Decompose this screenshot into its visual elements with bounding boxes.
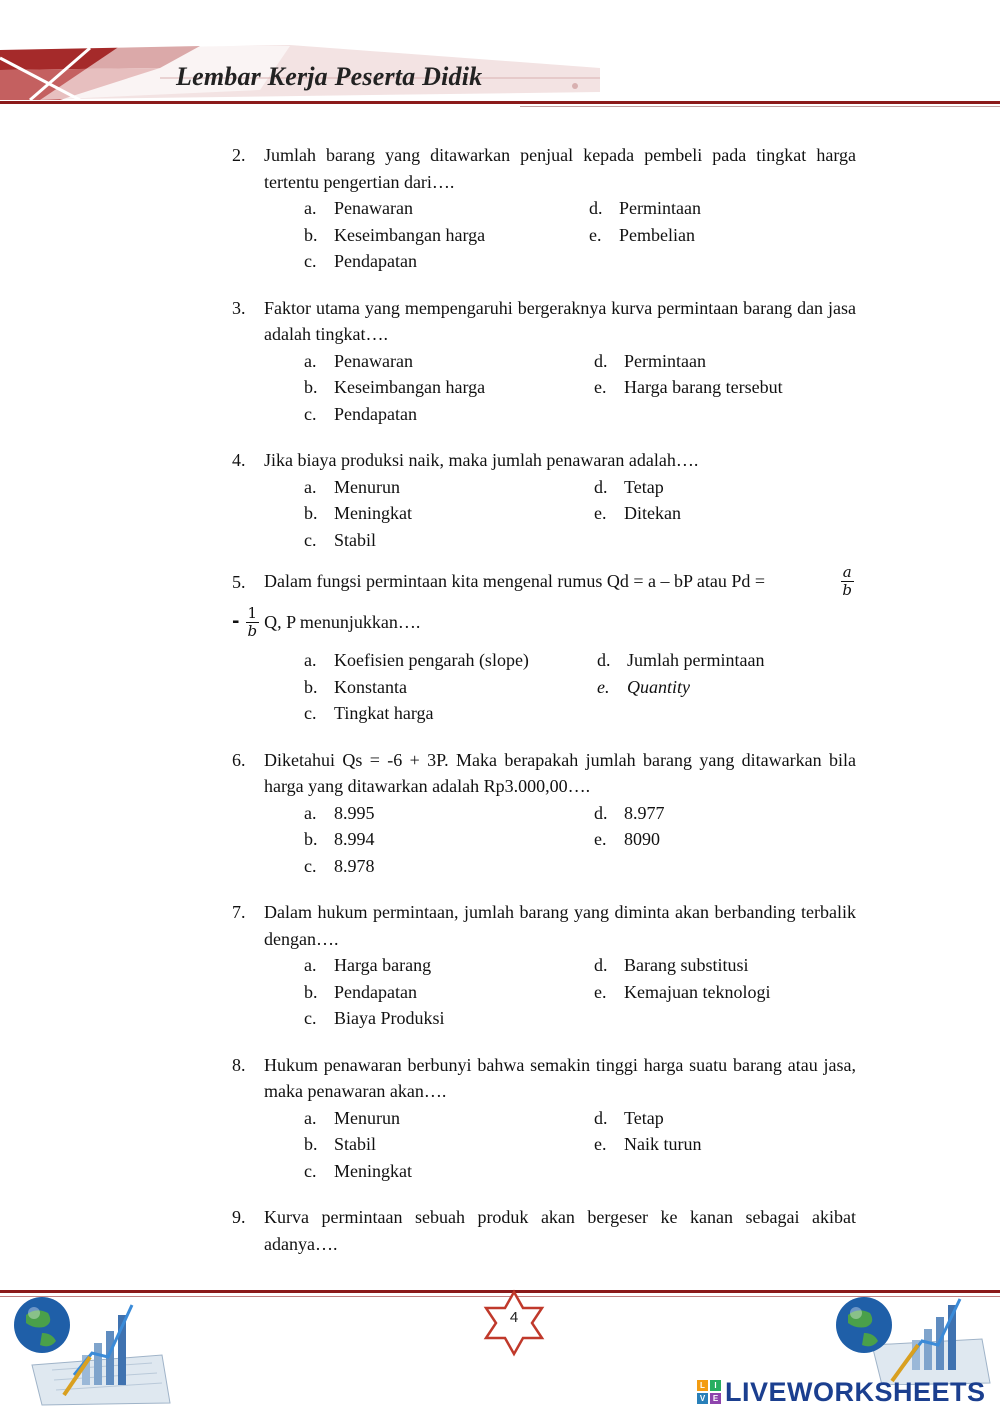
- option-e[interactable]: e. Harga barang tersebut: [594, 377, 783, 397]
- option-a[interactable]: a. 8.995: [304, 802, 375, 823]
- question-number: 6.: [232, 749, 246, 770]
- option-b[interactable]: b. Stabil: [304, 1134, 377, 1154]
- question-8: [232, 1052, 856, 1185]
- question-5: [232, 561, 856, 727]
- option-e[interactable]: e. Quantity: [597, 676, 690, 697]
- option-e[interactable]: e. Pembelian: [589, 224, 695, 245]
- question-number: 7.: [232, 902, 246, 922]
- formula-fraction-1-over-b: $\frac{1}{b}$: [247, 603, 258, 640]
- option-c[interactable]: c. Pendapatan: [304, 403, 417, 424]
- option-d[interactable]: d. 8.977: [594, 802, 665, 823]
- question-6: [232, 747, 856, 880]
- page-number: 4: [509, 1309, 519, 1326]
- answer-options: [304, 647, 856, 727]
- question-3: [232, 295, 856, 428]
- question-number: 5.: [232, 572, 246, 592]
- answer-options: [304, 952, 856, 1032]
- option-c[interactable]: c. Biaya Produksi: [304, 1008, 445, 1028]
- header-divider: [0, 101, 1000, 104]
- option-a[interactable]: a. Menurun: [304, 1107, 400, 1128]
- question-7: [232, 899, 856, 1032]
- header-divider-thin: [520, 106, 1000, 107]
- option-a[interactable]: a. Koefisien pengarah (slope): [304, 650, 529, 670]
- answer-options: [304, 1105, 856, 1185]
- question-text: Faktor utama yang mempengaruhi bergeraknya kurva permintaan barang dan jasa adalah tingkat….: [264, 297, 856, 344]
- option-d[interactable]: d. Barang substitusi: [594, 955, 749, 975]
- answer-options: [304, 800, 856, 880]
- answer-options: [304, 348, 856, 428]
- page-header: [0, 0, 1000, 115]
- question-number: 3.: [232, 297, 246, 318]
- liveworksheets-logo[interactable]: [697, 1376, 986, 1408]
- question-text-continued: - $\frac{1}{b}$ Q, P menunjukkan….: [232, 603, 421, 640]
- question-text: Dalam fungsi permintaan kita mengenal rumus Qd = a – bP atau Pd = $\frac{a}{b}$: [264, 562, 852, 599]
- option-a[interactable]: a. Menurun: [304, 476, 400, 497]
- question-text: Dalam hukum permintaan, jumlah barang yang diminta akan berbanding terbalik dengan….: [264, 902, 856, 949]
- option-d[interactable]: d. Jumlah permintaan: [597, 650, 765, 670]
- option-c[interactable]: c. 8.978: [304, 855, 375, 876]
- option-b[interactable]: b. Keseimbangan harga: [304, 377, 486, 397]
- option-b[interactable]: b. 8.994: [304, 829, 375, 849]
- option-b[interactable]: b. Pendapatan: [304, 981, 417, 1002]
- question-number: 9.: [232, 1207, 246, 1227]
- liveworksheets-logo-icon: L I V E: [697, 1380, 721, 1404]
- option-b[interactable]: b. Konstanta: [304, 676, 407, 697]
- question-list: [232, 142, 856, 1257]
- page-title: Lembar Kerja Peserta Didik: [176, 62, 483, 91]
- option-a[interactable]: a. Penawaran: [304, 198, 413, 218]
- question-text: Kurva permintaan sebuah produk akan bergeser ke kanan sebagai akibat adanya….: [264, 1207, 856, 1254]
- option-e[interactable]: e. 8090: [594, 829, 660, 849]
- question-2: [232, 142, 856, 275]
- question-9: [232, 1204, 856, 1257]
- globe-chart-illustration-right: [832, 1295, 992, 1385]
- question-text: Jumlah barang yang ditawarkan penjual kepada pembeli pada tingkat harga tertentu pengertian dari….: [264, 145, 856, 192]
- option-e[interactable]: e. Kemajuan teknologi: [594, 981, 771, 1002]
- option-e[interactable]: e. Naik turun: [594, 1134, 702, 1154]
- answer-options: [304, 195, 856, 275]
- question-text: Jika biaya produksi naik, maka jumlah penawaran adalah….: [264, 450, 699, 470]
- option-a[interactable]: a. Penawaran: [304, 350, 413, 371]
- option-c[interactable]: c. Tingkat harga: [304, 703, 434, 723]
- formula-fraction-a-over-b: $\frac{a}{b}$: [842, 562, 852, 599]
- question-text: Hukum penawaran berbunyi bahwa semakin tinggi harga suatu barang atau jasa, maka penawaran akan….: [264, 1054, 856, 1101]
- option-c[interactable]: c. Pendapatan: [304, 251, 417, 271]
- option-d[interactable]: d. Permintaan: [594, 350, 706, 371]
- answer-options: [304, 474, 856, 554]
- option-a[interactable]: a. Harga barang: [304, 955, 432, 975]
- question-text: Diketahui Qs = -6 + 3P. Maka berapakah jumlah barang yang ditawarkan bila harga yang ditawarkan adalah Rp3.000,00….: [264, 749, 856, 796]
- question-4: [232, 447, 856, 553]
- option-c[interactable]: c. Stabil: [304, 529, 377, 550]
- option-d[interactable]: d. Permintaan: [589, 198, 701, 218]
- option-d[interactable]: d. Tetap: [594, 476, 664, 497]
- question-number: 4.: [232, 450, 246, 470]
- option-b[interactable]: b. Meningkat: [304, 503, 412, 523]
- option-c[interactable]: c. Meningkat: [304, 1160, 412, 1181]
- question-number: 8.: [232, 1054, 246, 1075]
- globe-chart-illustration-left: [12, 1295, 172, 1407]
- option-d[interactable]: d. Tetap: [594, 1107, 664, 1128]
- option-e[interactable]: e. Ditekan: [594, 503, 681, 523]
- option-b[interactable]: b. Keseimbangan harga: [304, 224, 486, 245]
- liveworksheets-logo-text: LIVEWORKSHEETS: [725, 1376, 986, 1407]
- question-number: 2.: [232, 145, 246, 165]
